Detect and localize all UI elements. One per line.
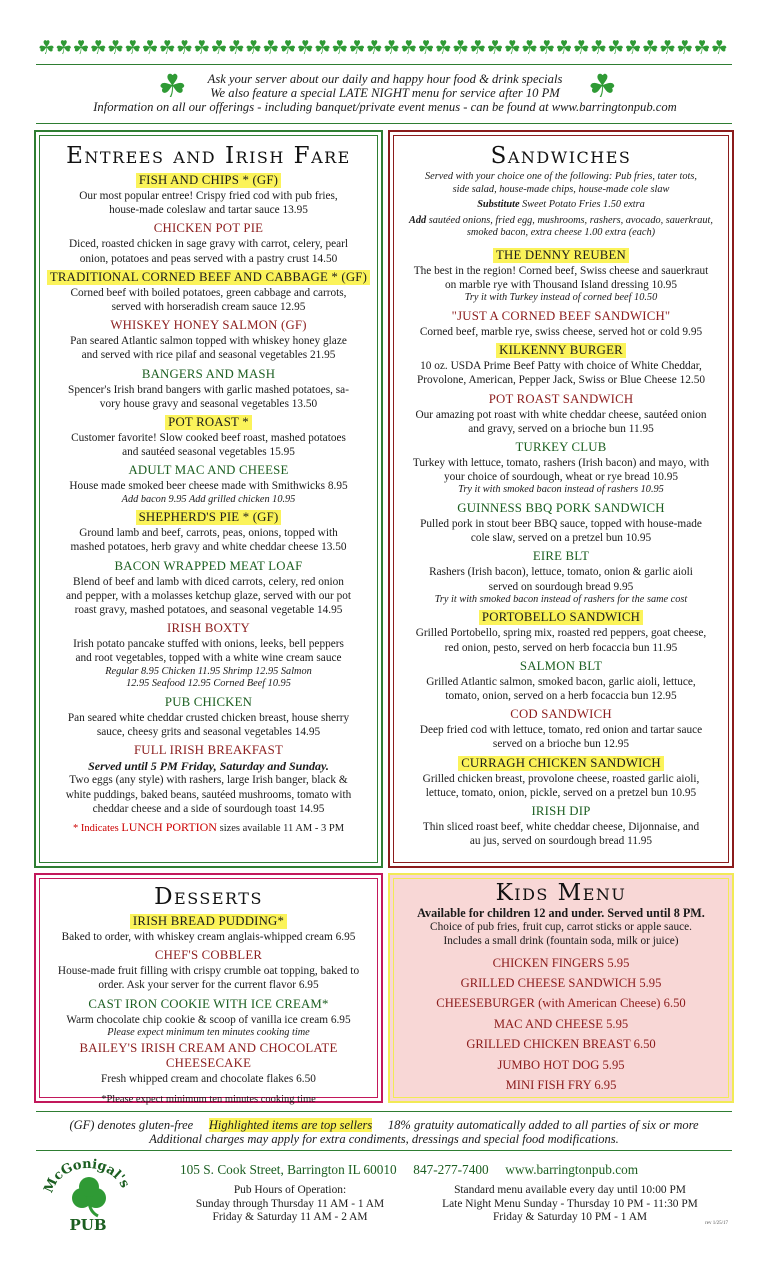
menu-item-name: IRISH BREAD PUDDING* xyxy=(130,914,287,929)
menu-item-option: Try it with smoked bacon instead of rashers 10.95 xyxy=(458,484,664,496)
shamrock-icon: ☘ xyxy=(590,37,608,59)
hours-line-2: Friday & Saturday 11 AM - 2 AM xyxy=(212,1211,368,1223)
menu-item-desc: vory house gravy and seasonal vegetables 13.50 xyxy=(99,397,318,410)
substitute-label: Substitute xyxy=(477,199,520,211)
kids-list xyxy=(394,953,728,1096)
menu-item-name: PORTOBELLO SANDWICH xyxy=(479,610,643,625)
shamrock-icon: ☘ xyxy=(588,68,617,104)
pub-logo xyxy=(42,1158,134,1234)
shamrock-icon: ☘ xyxy=(158,68,187,104)
menu-item-name: POT ROAST * xyxy=(165,415,252,430)
shamrock-icon: ☘ xyxy=(693,37,711,59)
kids-menu-item: MINI FISH FRY 6.95 xyxy=(505,1078,617,1093)
desserts-title: Desserts xyxy=(154,884,263,910)
add-label: Add xyxy=(409,214,427,226)
menu-item-desc: Deep fried cod with lettuce, tomato, red onion and tartar sauce xyxy=(419,724,703,737)
menu-item-desc: cole slaw, served on a pretzel bun 10.95 xyxy=(470,532,652,545)
menu-item xyxy=(40,557,377,618)
menu-item-name: GUINNESS BBQ PORK SANDWICH xyxy=(457,500,665,515)
menu-item xyxy=(40,171,377,217)
add-note xyxy=(394,215,728,228)
entrees-section xyxy=(34,130,383,868)
shamrock-icon: ☘ xyxy=(124,37,142,59)
menu-item-desc: Fresh whipped cream and chocolate flakes 6.50 xyxy=(101,1073,316,1086)
menu-item xyxy=(40,268,377,314)
menu-item xyxy=(40,508,377,554)
divider xyxy=(36,1150,732,1151)
entrees-list xyxy=(40,171,377,816)
menu-item-desc: Provolone, American, Pepper Jack, Swiss or Blue Cheese 12.50 xyxy=(416,374,706,387)
menu-item-desc: served on a brioche bun 12.95 xyxy=(492,738,630,751)
menu-item-desc: Grilled Portobello, spring mix, roasted red peppers, goat cheese, xyxy=(415,627,707,640)
menu-item xyxy=(40,741,377,816)
kids-section xyxy=(388,873,734,1103)
shamrock-icon: ☘ xyxy=(331,37,349,59)
menu-item xyxy=(40,619,377,691)
menu-item-desc: Pulled pork in stout beer BBQ sauce, topped with house-made xyxy=(420,517,702,530)
shamrock-icon: ☘ xyxy=(72,37,90,59)
menu-item-desc: Two eggs (any style) with rashers, large Irish banger, black & xyxy=(69,774,348,787)
menu-item-name: CHEF'S COBBLER xyxy=(154,948,263,963)
highlight-note: Highlighted items are top sellers xyxy=(208,1118,373,1132)
menu-item-desc: Warm chocolate chip cookie & scoop of vanilla ice cream 6.95 xyxy=(66,1013,351,1026)
shamrock-icon: ☘ xyxy=(279,37,297,59)
menu-item-name: BACON WRAPPED MEAT LOAF xyxy=(114,558,303,573)
menu-item-desc: au jus, served on sourdough bread 11.95 xyxy=(469,835,653,848)
contact-line xyxy=(180,1162,638,1178)
kids-title: Kids Menu xyxy=(495,880,627,906)
menu-item-desc: The best in the region! Corned beef, Swiss cheese and sauerkraut xyxy=(413,264,709,277)
menu-item-name: ADULT MAC AND CHEESE xyxy=(128,463,289,478)
substitute-text: Sweet Potato Fries 1.50 extra xyxy=(522,199,645,211)
shamrock-icon: ☘ xyxy=(400,37,418,59)
sandwich-intro-2: side salad, house-made chips, house-made cole slaw xyxy=(452,183,670,195)
shamrock-icon: ☘ xyxy=(193,37,211,59)
menu-item-desc: Pan seared white cheddar crusted chicken breast, house sherry xyxy=(67,711,350,724)
menu-item-desc: and sautéed seasonal vegetables 15.95 xyxy=(122,446,295,459)
shamrock-icon: ☘ xyxy=(383,37,401,59)
menu-item-desc: lettuce, tomato, onion, pickle, served on a pretzel bun 10.95 xyxy=(425,786,697,799)
menu-item-name: FISH AND CHIPS * (GF) xyxy=(136,173,281,188)
menu-item xyxy=(394,438,728,497)
shamrock-icon: ☘ xyxy=(710,37,728,59)
menu-item xyxy=(394,705,728,751)
menu-item-name: EIRE BLT xyxy=(532,549,590,564)
phone[interactable]: 847-277-7400 xyxy=(413,1162,489,1177)
menu-item-option: Try it with Turkey instead of corned beef 10.50 xyxy=(464,292,658,304)
menu-item-name: IRISH DIP xyxy=(531,804,591,819)
entrees-title: Entrees and Irish Fare xyxy=(66,143,351,169)
menu-item-desc: Irish potato pancake stuffed with onions, leeks, bell peppers xyxy=(73,638,344,651)
menu-item-desc: order. Ask your server for the current flavor 6.95 xyxy=(98,979,319,992)
menu-item-desc: red onion, pesto, served on herb focaccia bun 11.95 xyxy=(444,641,678,654)
menu-item-name: FULL IRISH BREAKFAST xyxy=(133,743,284,758)
shamrock-icon: ☘ xyxy=(659,37,677,59)
shamrock-icon: ☘ xyxy=(55,37,73,59)
shamrock-icon: ☘ xyxy=(538,37,556,59)
lunch-note-rest: sizes available 11 AM - 3 PM xyxy=(219,823,345,835)
kids-menu-item: GRILLED CHEESE SANDWICH 5.95 xyxy=(460,976,662,991)
menu-item xyxy=(40,461,377,506)
shamrock-icon: ☘ xyxy=(38,37,56,59)
menu-item xyxy=(40,912,377,944)
menu-item-desc: Our amazing pot roast with white cheddar cheese, sautéed onion xyxy=(415,408,707,421)
shamrock-icon: ☘ xyxy=(365,37,383,59)
menu-item-option: Add bacon 9.95 Add grilled chicken 10.95 xyxy=(121,493,296,505)
menu-item xyxy=(394,390,728,436)
menu-item xyxy=(394,608,728,654)
menu-item xyxy=(40,1041,377,1086)
menu-item-desc: and served with rice pilaf and seasonal vegetables 21.95 xyxy=(81,349,336,362)
menu-item-desc: 10 oz. USDA Prime Beef Patty with choice of White Cheddar, xyxy=(420,360,702,373)
menu-item-desc: house-made coleslaw and tartar sauce 13.95 xyxy=(109,204,308,217)
menu-item-desc: onion, potatoes and peas served with a pastry crust 14.50 xyxy=(79,252,338,265)
menu-item-desc: on marble rye with Thousand Island dressing 10.95 xyxy=(445,279,677,292)
top-notes xyxy=(60,68,710,114)
sandwich-list xyxy=(394,246,728,848)
late-night-line-1: Late Night Menu Sunday - Thursday 10 PM - 11:30 PM xyxy=(442,1197,698,1210)
menu-item-desc: Grilled chicken breast, provolone cheese, roasted garlic aioli, xyxy=(422,772,700,785)
menu-item-desc: House made smoked beer cheese made with Smithwicks 8.95 xyxy=(69,480,348,493)
shamrock-icon: ☘ xyxy=(641,37,659,59)
website-link[interactable]: www.barringtonpub.com xyxy=(505,1162,639,1177)
additional-note: Additional charges may apply for extra condiments, dressings and special food modifications. xyxy=(149,1132,619,1146)
kids-menu-item: CHICKEN FINGERS 5.95 xyxy=(492,955,630,970)
menu-item-desc: mashed potatoes, herb gravy and white cheddar cheese 13.50 xyxy=(70,541,347,554)
menu-item-name: POT ROAST SANDWICH xyxy=(488,391,634,406)
menu-item-name: THE DENNY REUBEN xyxy=(493,248,629,263)
menu-item-name: CURRAGH CHICKEN SANDWICH xyxy=(458,756,664,771)
shamrock-icon: ☘ xyxy=(607,37,625,59)
menu-item-desc: Thin sliced roast beef, white cheddar cheese, Dijonnaise, and xyxy=(422,821,700,834)
menu-item-option: Try it with smoked bacon instead of rashers for the same cost xyxy=(434,593,688,605)
lunch-note xyxy=(40,820,377,836)
menu-item-name: IRISH BOXTY xyxy=(167,621,250,636)
menu-item-desc: House-made fruit filling with crispy crumble oat topping, baked to xyxy=(57,965,360,978)
divider xyxy=(36,123,732,124)
shamrock-icon: ☘ xyxy=(572,37,590,59)
sandwiches-title: Sandwiches xyxy=(490,143,632,169)
menu-item-option: Regular 8.95 Chicken 11.95 Shrimp 12.95 Salmon xyxy=(105,665,312,677)
menu-item-name: CAST IRON COOKIE WITH ICE CREAM* xyxy=(88,996,329,1011)
hours-line-1: Sunday through Thursday 11 AM - 1 AM xyxy=(195,1197,385,1210)
menu-item-desc: Corned beef with boiled potatoes, green cabbage and carrots, xyxy=(70,286,347,299)
menu-item xyxy=(394,499,728,545)
menu-item-name: KILKENNY BURGER xyxy=(496,343,626,358)
standard-menu-hours: Standard menu available every day until 10:00 PM xyxy=(454,1184,686,1196)
menu-item-desc: Customer favorite! Slow cooked beef roast, mashed potatoes xyxy=(71,432,346,445)
menu-item-desc: cheddar cheese and a side of sourdough toast 14.95 xyxy=(92,802,325,815)
menu-item-note: Served until 5 PM Friday, Saturday and Sunday. xyxy=(88,759,329,774)
menu-item xyxy=(394,307,728,339)
add-text: sautéed onions, fried egg, mushrooms, rashers, avocado, sauerkraut, xyxy=(428,214,713,226)
shamrock-icon: ☘ xyxy=(417,37,435,59)
shamrock-icon: ☘ xyxy=(158,37,176,59)
menu-item-desc: served with horseradish cream sauce 12.95 xyxy=(111,301,306,314)
menu-item-desc: and pepper, with a molasses ketchup glaze, served with our pot xyxy=(65,589,352,602)
shamrock-icon: ☘ xyxy=(434,37,452,59)
shamrock-icon: ☘ xyxy=(314,37,332,59)
menu-item-name: SHEPHERD'S PIE * (GF) xyxy=(136,510,282,525)
menu-item-desc: your choice of sourdough, wheat or rye bread 10.95 xyxy=(443,471,679,484)
menu-item-desc: Diced, roasted chicken in sage gravy with carrot, celery, pearl xyxy=(68,238,349,251)
sandwiches-section xyxy=(388,130,734,868)
kids-line-2: Includes a small drink (fountain soda, milk or juice) xyxy=(443,935,679,948)
lunch-portion-label: LUNCH PORTION xyxy=(121,820,217,835)
menu-item xyxy=(394,547,728,606)
menu-item-name: PUB CHICKEN xyxy=(164,694,253,709)
menu-item xyxy=(40,946,377,992)
menu-item xyxy=(40,413,377,459)
menu-item-desc: roast gravy, mashed potatoes, and seasonal vegetable 14.95 xyxy=(74,604,343,617)
menu-item-desc: Spencer's Irish brand bangers with garlic mashed potatoes, sa- xyxy=(68,383,349,396)
menu-item-name: SALMON BLT xyxy=(519,658,603,673)
shamrock-garland xyxy=(38,36,728,60)
menu-item-name: WHISKEY HONEY SALMON (GF) xyxy=(110,318,307,333)
menu-item-option: 12.95 Seafood 12.95 Corned Beef 10.95 xyxy=(126,678,291,690)
shamrock-icon: ☘ xyxy=(227,37,245,59)
shamrock-logo-icon xyxy=(42,1158,134,1234)
logo-name-text: McGonigal's xyxy=(42,1158,133,1196)
menu-item-name: BANGERS AND MASH xyxy=(141,366,276,381)
menu-item-desc: sauce, cheesy grits and seasonal vegetables 14.95 xyxy=(96,726,321,739)
menu-item xyxy=(40,219,377,265)
shamrock-icon: ☘ xyxy=(176,37,194,59)
info-note: Information on all our offerings - including banquet/private event menus - can be found at www.barringtonpub.com xyxy=(93,100,677,114)
menu-item xyxy=(394,802,728,848)
shamrock-icon: ☘ xyxy=(452,37,470,59)
kids-menu-item: JUMBO HOT DOG 5.95 xyxy=(497,1057,625,1072)
desserts-section xyxy=(34,873,383,1103)
menu-item-desc: tomato, onion, served on a herb focaccia bun 12.95 xyxy=(445,690,677,702)
menu-item-desc: Turkey with lettuce, tomato, rashers (Irish bacon) and mayo, with xyxy=(412,456,710,469)
kids-line-1: Choice of pub fries, fruit cup, carrot sticks or apple sauce. xyxy=(430,921,692,934)
kids-menu-item: MAC AND CHEESE 5.95 xyxy=(493,1016,629,1031)
shamrock-icon: ☘ xyxy=(262,37,280,59)
divider xyxy=(36,1111,732,1112)
logo-pub-text: PUB xyxy=(69,1216,107,1234)
menu-item-desc: served on sourdough bread 9.95 xyxy=(488,580,634,593)
gf-note: (GF) denotes gluten-free xyxy=(69,1118,194,1132)
menu-item-desc: white puddings, baked beans, sautéed mushrooms, tomato with xyxy=(65,788,352,801)
menu-item-desc: Corned beef, marble rye, swiss cheese, served hot or cold 9.95 xyxy=(419,325,703,338)
gratuity-note: 18% gratuity automatically added to all parties of six or more xyxy=(387,1118,699,1132)
revision-label: rev 1/25/17 xyxy=(705,1221,728,1226)
menu-item-desc: Rashers (Irish bacon), lettuce, tomato, onion & garlic aioli xyxy=(429,566,693,579)
menu-item xyxy=(394,657,728,703)
menu-item xyxy=(394,754,728,800)
menu-item-name: TRADITIONAL CORNED BEEF AND CABBAGE * (GF) xyxy=(47,270,370,285)
dessert-note: *Please expect minimum ten minutes cooking time xyxy=(101,1093,316,1105)
shamrock-icon: ☘ xyxy=(503,37,521,59)
shamrock-icon: ☘ xyxy=(348,37,366,59)
shamrock-icon: ☘ xyxy=(89,37,107,59)
menu-item-desc: and gravy, served on a brioche bun 11.95 xyxy=(468,422,654,435)
menu-item xyxy=(394,341,728,387)
menu-item-option: Please expect minimum ten minutes cooking time xyxy=(107,1026,310,1038)
divider xyxy=(36,64,732,65)
menu-item xyxy=(40,995,377,1040)
shamrock-icon: ☘ xyxy=(555,37,573,59)
menu-item-name: COD SANDWICH xyxy=(510,707,612,722)
late-night-hours xyxy=(420,1184,720,1225)
menu-item-name: BAILEY'S IRISH CREAM AND CHOCOLATE CHEESECAKE xyxy=(79,1041,338,1071)
late-night-note: We also feature a special LATE NIGHT menu for service after 10 PM xyxy=(210,86,560,100)
shamrock-icon: ☘ xyxy=(245,37,263,59)
shamrock-icon: ☘ xyxy=(486,37,504,59)
add-note-2: smoked bacon, extra cheese 1.00 extra (each) xyxy=(466,227,656,239)
shamrock-icon: ☘ xyxy=(107,37,125,59)
pub-hours xyxy=(160,1184,420,1225)
menu-item-desc: and root vegetables, topped with a white wine cream sauce xyxy=(75,652,342,665)
shamrock-icon: ☘ xyxy=(521,37,539,59)
address: 105 S. Cook Street, Barrington IL 60010 xyxy=(180,1162,397,1177)
substitute-note xyxy=(394,199,728,212)
shamrock-icon: ☘ xyxy=(296,37,314,59)
menu-item xyxy=(394,246,728,305)
menu-item-name: "JUST A CORNED BEEF SANDWICH" xyxy=(451,308,671,323)
menu-item-desc: Pan seared Atlantic salmon topped with whiskey honey glaze xyxy=(70,335,347,348)
shamrock-icon: ☘ xyxy=(210,37,228,59)
menu-item-name: TURKEY CLUB xyxy=(515,439,607,454)
shamrock-icon: ☘ xyxy=(141,37,159,59)
menu-item xyxy=(40,316,377,362)
kids-menu-item: CHEESEBURGER (with American Cheese) 6.50 xyxy=(436,996,686,1011)
menu-item-desc: Grilled Atlantic salmon, smoked bacon, garlic aioli, lettuce, xyxy=(426,675,696,688)
lunch-note-prefix: * Indicates xyxy=(72,823,119,835)
shamrock-icon: ☘ xyxy=(676,37,694,59)
menu-item-desc: Baked to order, with whiskey cream anglais-whipped cream 6.95 xyxy=(61,931,356,943)
menu-item-name: CHICKEN POT PIE xyxy=(153,221,264,236)
menu-item xyxy=(40,693,377,739)
late-night-line-2: Friday & Saturday 10 PM - 1 AM xyxy=(492,1211,648,1223)
hours-title: Pub Hours of Operation: xyxy=(233,1184,347,1196)
menu-item-desc: Our most popular entree! Crispy fried cod with pub fries, xyxy=(79,190,338,202)
kids-subtitle: Available for children 12 and under. Served until 8 PM. xyxy=(417,906,705,920)
menu-item xyxy=(40,365,377,411)
menu-item-desc: Blend of beef and lamb with diced carrots, celery, red onion xyxy=(73,575,344,588)
shamrock-icon: ☘ xyxy=(624,37,642,59)
specials-note: Ask your server about our daily and happy hour food & drink specials xyxy=(207,72,563,86)
menu-item-desc: Ground lamb and beef, carrots, peas, onions, topped with xyxy=(79,527,338,540)
kids-menu-item: GRILLED CHICKEN BREAST 6.50 xyxy=(466,1037,656,1052)
sandwich-intro-1: Served with your choice one of the following: Pub fries, tater tots, xyxy=(425,171,697,182)
footer-notes xyxy=(0,1118,768,1132)
dessert-list xyxy=(40,912,377,1087)
shamrock-icon: ☘ xyxy=(469,37,487,59)
